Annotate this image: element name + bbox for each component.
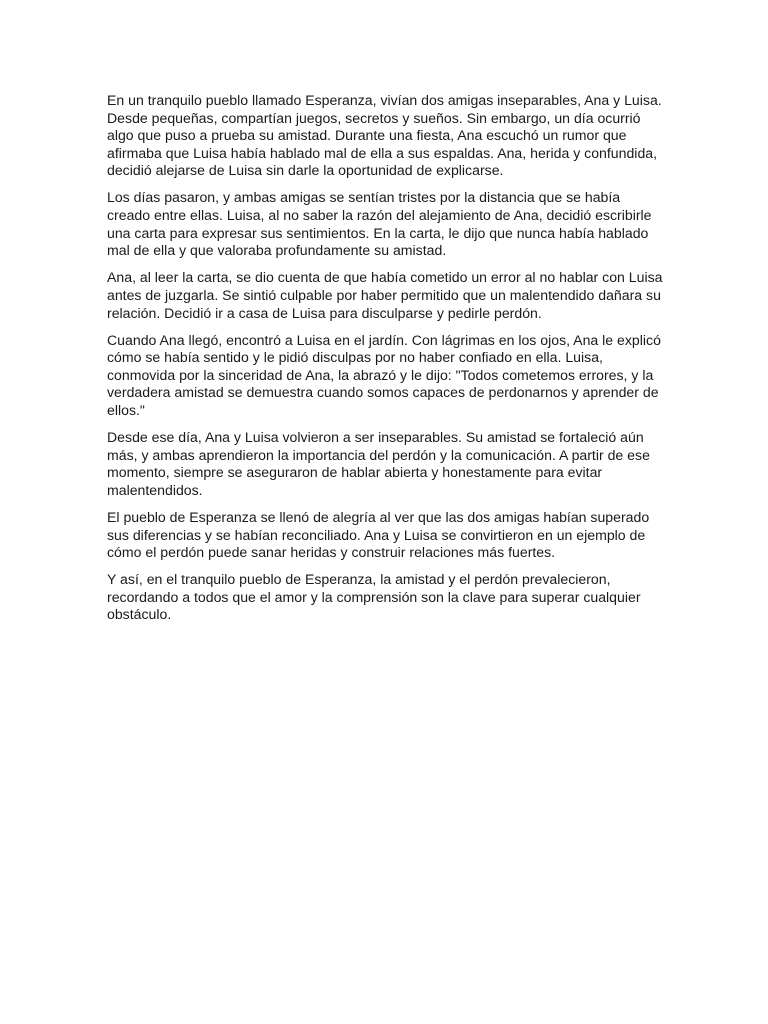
paragraph-4: Cuando Ana llegó, encontró a Luisa en el jardín. Con lágrimas en los ojos, Ana le explicó cómo se había sentido y le pidió disculpas por no haber confiado en ella. Luisa, conmovida por la sinceridad de Ana, la abrazó y le dijo: "Todos cometemos errores, y la verdadera amistad se demuestra cuando somos capaces de perdonarnos y aprender de ellos." <box>107 331 661 418</box>
paragraph-6: El pueblo de Esperanza se llenó de alegría al ver que las dos amigas habían superado sus diferencias y se habían reconciliado. Ana y Luisa se convirtieron en un ejemplo de cómo el perdón puede sanar heridas y construir relaciones más fuertes. <box>107 508 650 561</box>
paragraph-1: En un tranquilo pueblo llamado Esperanza, vivían dos amigas inseparables, Ana y Luisa. Desde pequeñas, compartían juegos, secretos y sueños. Sin embargo, un día ocurrió algo que puso a prueba su amistad. Durante una fiesta, Ana escuchó un rumor que afirmaba que Luisa había hablado mal de ella a sus espaldas. Ana, herida y confundida, decidió alejarse de Luisa sin darle la oportunidad de explicarse. <box>107 92 662 179</box>
paragraph-2: Los días pasaron, y ambas amigas se sentían tristes por la distancia que se había creado entre ellas. Luisa, al no saber la razón del alejamiento de Ana, decidió escribirle una carta para expresar sus sentimientos. En la carta, le dijo que nunca había hablado mal de ella y que valoraba profundamente su amistad. <box>107 189 652 259</box>
document-page <box>107 92 663 634</box>
paragraph-7: Y así, en el tranquilo pueblo de Esperanza, la amistad y el perdón prevalecieron, recordando a todos que el amor y la comprensión son la clave para superar cualquier obstáculo. <box>107 571 641 623</box>
paragraph-5: Desde ese día, Ana y Luisa volvieron a ser inseparables. Su amistad se fortaleció aún más, y ambas aprendieron la importancia del perdón y la comunicación. A partir de ese momento, siempre se aseguraron de hablar abierta y honestamente para evitar malentendidos. <box>107 429 650 498</box>
paragraph-3: Ana, al leer la carta, se dio cuenta de que había cometido un error al no hablar con Luisa antes de juzgarla. Se sintió culpable por haber permitido que un malentendido dañara su relación. Decidió ir a casa de Luisa para disculparse y pedirle perdón. <box>107 269 663 321</box>
